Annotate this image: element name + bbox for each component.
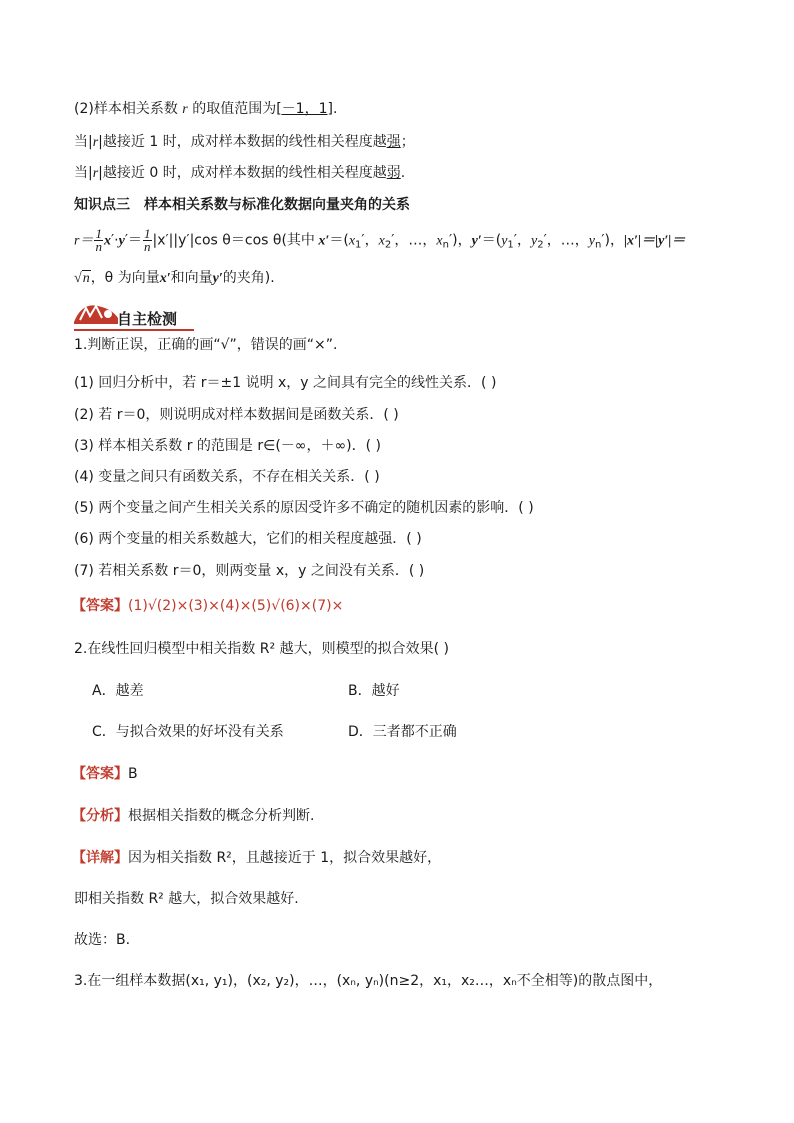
question-1-stem: 1.判断正误，正确的画“√”，错误的画“×”. <box>74 337 338 353</box>
formula-line: r＝ $\frac{1}{n}$ x′·y′＝ $\frac{1}{n}$ |x′||y′|cos θ＝cos θ(其中 $x'=(x_1'$，$x_2'$，…，$x_n'$)，$y'=(y_1'$，$y_2'$，…，$y_n'$)，|x′|＝|y′|＝ <box>74 226 686 254</box>
paragraph-range: (2)样本相关系数 r 的取值范围为[－1，1]. <box>74 101 338 117</box>
question-2-detail-2: 即相关指数 R² 越大，拟合效果越好. <box>74 891 299 907</box>
list-item: (3) 样本相关系数 r 的范围是 r∈(－∞，＋∞)．( ) <box>74 438 381 454</box>
fraction-1-over-n: $\frac{1}{n}$ <box>95 226 102 254</box>
section-title: 自主检测 <box>117 310 178 328</box>
list-item: (5) 两个变量之间产生相关关系的原因受许多不确定的随机因素的影响．( ) <box>74 500 534 516</box>
option-b: B．越好 <box>348 683 400 699</box>
range-value: [－1，1] <box>276 101 333 117</box>
question-2-answer: 【答案】B <box>72 766 138 782</box>
question-3-stem: 3.在一组样本数据(x₁, y₁)，(x₂, y₂)，…，(xₙ, yₙ)(n≥2，x₁，x₂…，xₙ不全相等)的散点图中， <box>74 973 663 989</box>
paragraph-near-0: 当|r|越接近 0 时，成对样本数据的线性相关程度越弱. <box>74 165 406 181</box>
list-item: (4) 变量之间只有函数关系，不存在相关关系．( ) <box>74 469 380 485</box>
list-item: (6) 两个变量的相关系数越大，它们的相关程度越强．( ) <box>74 531 422 547</box>
question-2-detail: 【详解】因为相关指数 R²，且越接近于 1，拟合效果越好， <box>72 850 442 866</box>
self-check-badge-icon <box>72 298 120 326</box>
section-underline <box>74 329 194 331</box>
option-c: C．与拟合效果的好坏没有关系 <box>92 724 284 740</box>
question-2-stem: 2.在线性回归模型中相关指数 R² 越大，则模型的拟合效果( ) <box>74 641 449 657</box>
option-a: A．越差 <box>92 683 144 699</box>
option-d: D．三者都不正确 <box>348 724 457 740</box>
question-2-choice: 故选：B. <box>74 932 131 948</box>
question-2-analysis: 【分析】根据相关指数的概念分析判断. <box>72 808 315 824</box>
paragraph-near-1: 当|r|越接近 1 时，成对样本数据的线性相关程度越强； <box>74 134 415 150</box>
list-item: (7) 若相关系数 r＝0，则两变量 x，y 之间没有关系．( ) <box>74 563 425 579</box>
list-item: (2) 若 r＝0，则说明成对样本数据间是函数关系．( ) <box>74 407 399 423</box>
list-item: (1) 回归分析中，若 r＝±1 说明 x，y 之间具有完全的线性关系．( ) <box>74 375 497 391</box>
knowledge-point-3-title: 知识点三 样本相关系数与标准化数据向量夹角的关系 <box>74 197 410 213</box>
formula-line-2: √n，θ 为向量x′和向量y′的夹角). <box>74 270 275 286</box>
fraction-1-over-n-2: $\frac{1}{n}$ <box>144 226 151 254</box>
sqrt-n: √n <box>74 271 90 286</box>
question-1-answer: 【答案】(1)√(2)×(3)×(4)×(5)√(6)×(7)× <box>72 598 344 614</box>
